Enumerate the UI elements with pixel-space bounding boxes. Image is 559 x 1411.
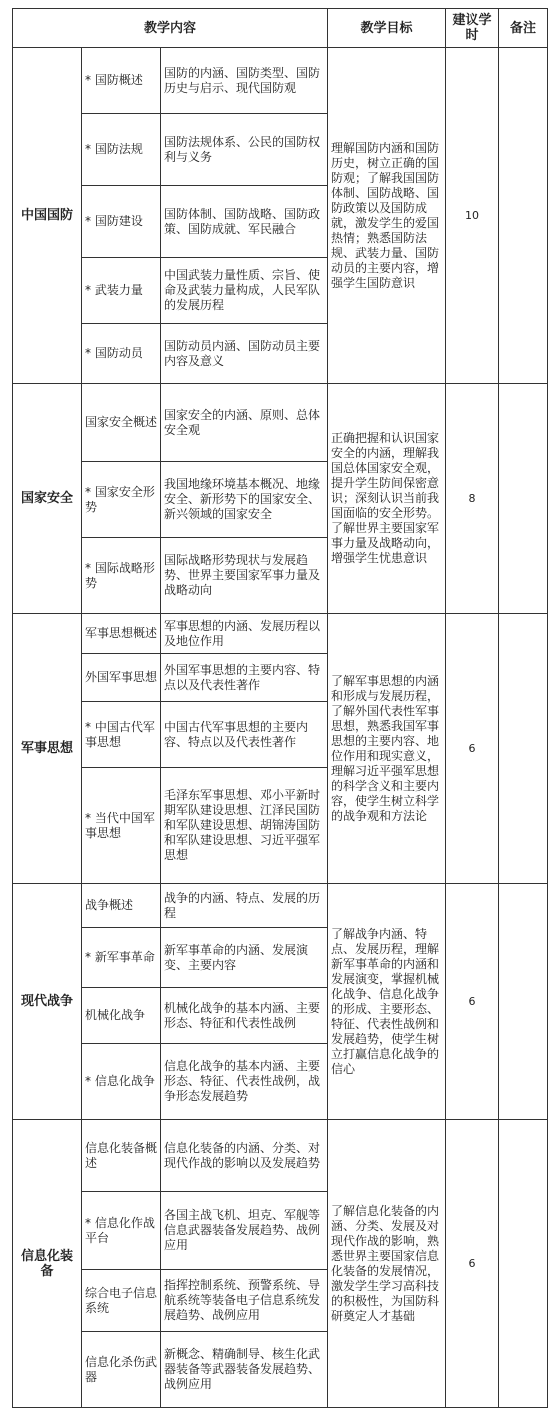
topic-cell: * 国防法规 (82, 114, 161, 186)
topic-cell: * 国防动员 (82, 324, 161, 384)
topic-cell: 外国军事思想 (82, 654, 161, 702)
table-row (13, 384, 548, 462)
hours-cell: 10 (446, 48, 499, 384)
topic-cell: 机械化战争 (82, 988, 161, 1044)
topic-cell: * 国际战略形势 (82, 538, 161, 614)
hours-cell: 8 (446, 384, 499, 614)
note-cell (499, 384, 548, 614)
topic-cell: * 国家安全形势 (82, 462, 161, 538)
topic-cell: * 当代中国军事思想 (82, 768, 161, 884)
content-cell: 军事思想的内涵、发展历程以及地位作用 (161, 614, 328, 654)
goal-cell: 理解国防内涵和国防历史，树立正确的国防观；了解我国国防体制、国防战略、国防政策以及国防成就，激发学生的爱国热情；熟悉国防法规、武装力量、国防动员的主要内容，增强学生国防意识 (328, 48, 446, 384)
module-name: 军事思想 (13, 614, 82, 884)
topic-cell: * 信息化战争 (82, 1044, 161, 1120)
table-row (13, 1120, 548, 1192)
topic-cell: * 武装力量 (82, 258, 161, 324)
table-row (13, 614, 548, 654)
topic-cell: * 中国古代军事思想 (82, 702, 161, 768)
note-cell (499, 1120, 548, 1408)
module-name: 中国国防 (13, 48, 82, 384)
note-cell (499, 48, 548, 384)
header-hours: 建议学时 (446, 9, 499, 48)
content-cell: 机械化战争的基本内涵、主要形态、特征和代表性战例 (161, 988, 328, 1044)
header-note: 备注 (499, 9, 548, 48)
topic-cell: * 国防概述 (82, 48, 161, 114)
goal-cell: 了解战争内涵、特点、发展历程，理解新军事革命的内涵和发展演变，掌握机械化战争、信息化战争的形成、主要形态、特征、代表性战例和发展趋势，使学生树立打赢信息化战争的信心 (328, 884, 446, 1120)
content-cell: 国防法规体系、公民的国防权利与义务 (161, 114, 328, 186)
content-cell: 信息化装备的内涵、分类、对现代作战的影响以及发展趋势 (161, 1120, 328, 1192)
content-cell: 国防体制、国防战略、国防政策、国防成就、军民融合 (161, 186, 328, 258)
goal-cell: 正确把握和认识国家安全的内涵，理解我国总体国家安全观，提升学生防间保密意识；深刻认识当前我国面临的安全形势。了解世界主要国家军事力量及战略动向，增强学生忧患意识 (328, 384, 446, 614)
goal-cell: 了解信息化装备的内涵、分类、发展及对现代作战的影响，熟悉世界主要国家信息化装备的发展情况，激发学生学习高科技的积极性，为国防科研奠定人才基础 (328, 1120, 446, 1408)
content-cell: 新概念、精确制导、核生化武器装备等武器装备发展趋势、战例应用 (161, 1332, 328, 1408)
header-row (13, 9, 548, 48)
content-cell: 信息化战争的基本内涵、主要形态、特征、代表性战例，战争形态发展趋势 (161, 1044, 328, 1120)
content-cell: 战争的内涵、特点、发展的历程 (161, 884, 328, 928)
content-cell: 国防动员内涵、国防动员主要内容及意义 (161, 324, 328, 384)
hours-cell: 6 (446, 614, 499, 884)
content-cell: 我国地缘环境基本概况、地缘安全、新形势下的国家安全、新兴领域的国家安全 (161, 462, 328, 538)
module-name: 现代战争 (13, 884, 82, 1120)
note-cell (499, 614, 548, 884)
topic-cell: 信息化杀伤武器 (82, 1332, 161, 1408)
topic-cell: 军事思想概述 (82, 614, 161, 654)
content-cell: 国防的内涵、国防类型、国防历史与启示、现代国防观 (161, 48, 328, 114)
hours-cell: 6 (446, 884, 499, 1120)
topic-cell: 战争概述 (82, 884, 161, 928)
content-cell: 国家安全的内涵、原则、总体安全观 (161, 384, 328, 462)
topic-cell: 国家安全概述 (82, 384, 161, 462)
goal-cell: 了解军事思想的内涵和形成与发展历程，了解外国代表性军事思想，熟悉我国军事思想的主要内容、地位作用和现实意义，理解习近平强军思想的科学含义和主要内容，使学生树立科学的战争观和方法论 (328, 614, 446, 884)
topic-cell: 综合电子信息系统 (82, 1270, 161, 1332)
content-cell: 新军事革命的内涵、发展演变、主要内容 (161, 928, 328, 988)
header-content: 教学内容 (13, 9, 328, 48)
topic-cell: 信息化装备概述 (82, 1120, 161, 1192)
module-name: 信息化装备 (13, 1120, 82, 1408)
content-cell: 各国主战飞机、坦克、军舰等信息武器装备发展趋势、战例应用 (161, 1192, 328, 1270)
content-cell: 外国军事思想的主要内容、特点以及代表性著作 (161, 654, 328, 702)
content-cell: 中国武装力量性质、宗旨、使命及武装力量构成，人民军队的发展历程 (161, 258, 328, 324)
content-cell: 指挥控制系统、预警系统、导航系统等装备电子信息系统发展趋势、战例应用 (161, 1270, 328, 1332)
note-cell (499, 884, 548, 1120)
topic-cell: * 信息化作战平台 (82, 1192, 161, 1270)
curriculum-table (12, 8, 548, 1408)
header-goal: 教学目标 (328, 9, 446, 48)
content-cell: 国际战略形势现状与发展趋势、世界主要国家军事力量及战略动向 (161, 538, 328, 614)
content-cell: 毛泽东军事思想、邓小平新时期军队建设思想、江泽民国防和军队建设思想、胡锦涛国防和军队建设思想、习近平强军思想 (161, 768, 328, 884)
hours-cell: 6 (446, 1120, 499, 1408)
content-cell: 中国古代军事思想的主要内容、特点以及代表性著作 (161, 702, 328, 768)
module-name: 国家安全 (13, 384, 82, 614)
table-row (13, 884, 548, 928)
table-row (13, 48, 548, 114)
topic-cell: * 国防建设 (82, 186, 161, 258)
topic-cell: * 新军事革命 (82, 928, 161, 988)
